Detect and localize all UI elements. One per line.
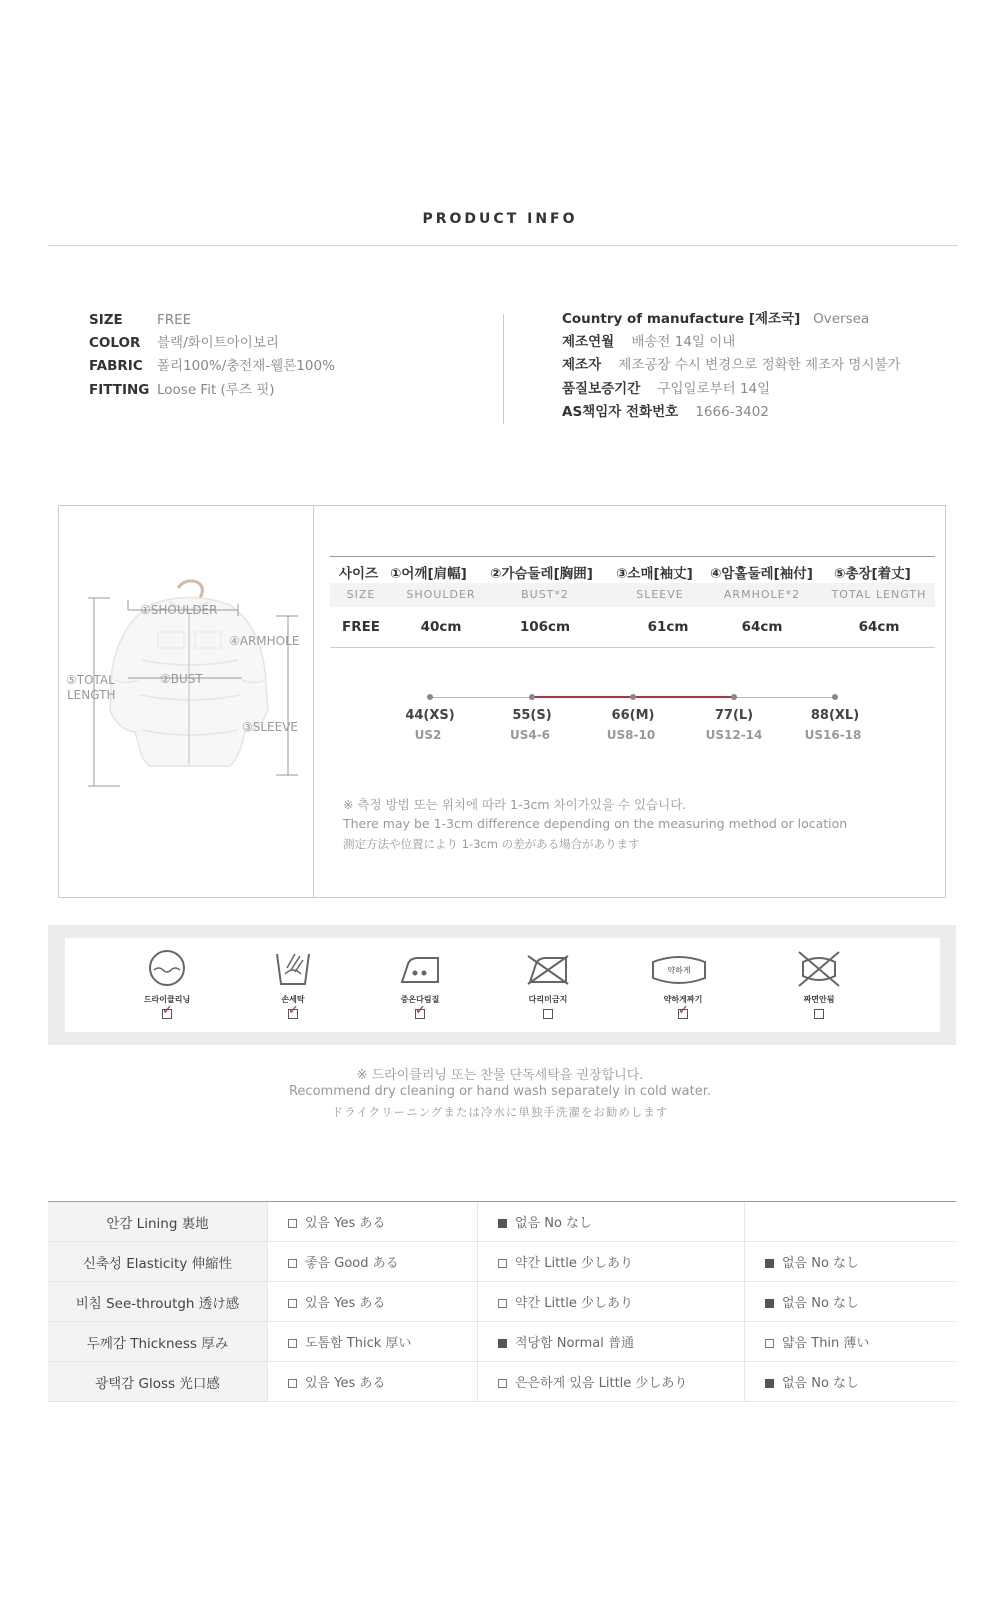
option-box-selected [765, 1379, 774, 1388]
option-box-selected [498, 1339, 507, 1348]
diagram-label-armhole: ④ARMHOLE [229, 634, 300, 648]
size-scale-us: US12-14 [705, 728, 763, 742]
length-header-en: TOTAL LENGTH [831, 588, 927, 601]
info-value: 블랙/화이트아이보리 [157, 335, 279, 351]
table-row [48, 1362, 956, 1402]
option-box [498, 1259, 507, 1268]
info-label: SIZE [89, 312, 123, 328]
care-label: 짜면안됨 [803, 995, 835, 1004]
option-box-selected [765, 1299, 774, 1308]
care-item-no-iron [508, 948, 588, 1019]
option-label: 좋음 Good ある [305, 1256, 399, 1271]
care-item-iron-medium [380, 948, 460, 1019]
option-box [288, 1299, 297, 1308]
info-fabric [89, 358, 335, 374]
measure-note-en: There may be 1-3cm difference depending on the measuring method or location [343, 816, 848, 831]
property-option [268, 1362, 478, 1402]
diagram-label-bust: ②BUST [160, 672, 203, 686]
length-header-ko: ⑤총장[着丈] [834, 566, 911, 582]
info-value: 제조공장 수시 변경으로 정확한 제조자 명시불가 [618, 357, 901, 373]
armhole-header-en: ARMHOLE*2 [723, 588, 801, 601]
option-label: 없음 No なし [515, 1216, 593, 1231]
care-checkbox [678, 1003, 689, 1019]
diagram-label-sleeve: ③SLEEVE [242, 720, 299, 734]
diagram-label-total-length-2: LENGTH [67, 688, 116, 702]
wring-icon-text: 약하게 [667, 966, 691, 975]
iron-medium-icon [398, 948, 442, 988]
size-box-divider [313, 505, 314, 898]
bust-header-en: BUST*2 [521, 588, 569, 601]
dry-clean-icon [145, 948, 189, 988]
option-label: 있음 Yes ある [305, 1296, 386, 1311]
size-scale-label: 88(XL) [810, 708, 860, 723]
care-label: 약하게짜기 [663, 995, 703, 1004]
sleeve-value: 61cm [647, 619, 689, 635]
info-divider [503, 314, 504, 424]
size-scale-us: US4-6 [509, 728, 551, 742]
info-size [89, 312, 191, 328]
diagram-label-total-length: ⑤TOTAL [66, 673, 115, 687]
option-box [288, 1339, 297, 1348]
property-option [268, 1282, 478, 1322]
wring-gently-icon [649, 948, 709, 988]
shoulder-header-ko: ①어깨[肩幅] [390, 566, 467, 582]
no-iron-icon [526, 948, 570, 988]
info-value: Oversea [813, 311, 870, 327]
option-label: 있음 Yes ある [305, 1216, 386, 1231]
info-warranty [562, 381, 770, 397]
property-label: 안감 Lining 裏地 [48, 1202, 268, 1242]
care-checkbox [543, 1009, 553, 1019]
care-label: 손세탁 [281, 995, 305, 1004]
care-checkbox [162, 1003, 173, 1019]
info-value: 폴리100%/충전재-웰론100% [157, 358, 335, 374]
shoulder-value: 40cm [420, 619, 462, 635]
property-label: 두께감 Thickness 厚み [48, 1322, 268, 1362]
size-scale-us: US16-18 [804, 728, 862, 742]
check-mark-icon: ✓ [678, 1003, 689, 1018]
fabric-property-table [48, 1201, 956, 1402]
property-option [745, 1282, 957, 1322]
care-checkbox [288, 1003, 299, 1019]
info-as-phone [562, 404, 769, 420]
length-value: 64cm [858, 619, 900, 635]
size-scale-dot [427, 694, 433, 700]
armhole-header-ko: ④암홀둘레[袖付] [710, 566, 813, 582]
info-value: 1666-3402 [695, 404, 769, 420]
table-row [48, 1242, 956, 1282]
info-manufacture-date [562, 334, 735, 350]
care-note-en: Recommend dry cleaning or hand wash separately in cold water. [288, 1084, 711, 1099]
table-row [48, 1202, 956, 1242]
property-option [478, 1242, 745, 1282]
option-box [498, 1299, 507, 1308]
info-country [562, 311, 869, 327]
property-option [745, 1242, 957, 1282]
info-value: 배송전 14일 이내 [631, 334, 736, 350]
option-label: 얇음 Thin 薄い [782, 1336, 870, 1351]
size-header-en: SIZE [346, 588, 376, 601]
info-value: FREE [157, 312, 192, 328]
option-box-selected [498, 1219, 507, 1228]
info-fitting [89, 382, 275, 398]
armhole-value: 64cm [741, 619, 783, 635]
care-item-wring-gently [643, 948, 723, 1019]
care-note-ko: ※ 드라이클리닝 또는 찬물 단독세탁을 권장합니다. [356, 1068, 644, 1083]
option-label: 없음 No なし [782, 1296, 860, 1311]
hand-wash-icon [271, 948, 315, 988]
care-checkbox [814, 1009, 824, 1019]
option-label: 도톰함 Thick 厚い [305, 1336, 412, 1351]
title-divider [48, 245, 958, 246]
property-label: 광택감 Gloss 光口感 [48, 1362, 268, 1402]
property-option [478, 1322, 745, 1362]
care-note-ja: ドライクリーニングまたは冷水に単独手洗濯をお勧めします [331, 1105, 669, 1119]
info-value: 구입일로부터 14일 [657, 381, 771, 397]
info-label: AS책임자 전화번호 [562, 404, 679, 420]
bust-header-ko: ②가슴둘레[胸囲] [490, 566, 593, 582]
size-scale-us: US8-10 [606, 728, 656, 742]
sleeve-header-en: SLEEVE [636, 588, 684, 601]
info-value: Loose Fit (루즈 핏) [157, 382, 275, 398]
care-label: 드라이클리닝 [143, 995, 191, 1004]
property-option-empty [745, 1202, 957, 1242]
diagram-label-shoulder: ①SHOULDER [140, 603, 218, 617]
info-manufacturer [562, 357, 901, 373]
info-label: Country of manufacture [제조국] [562, 311, 801, 327]
care-checkbox [415, 1003, 426, 1019]
sleeve-header-ko: ③소매[袖丈] [616, 566, 693, 582]
table-row [48, 1322, 956, 1362]
care-item-dry-clean [127, 948, 207, 1019]
size-scale-label: 44(XS) [405, 708, 455, 723]
property-label: 비침 See-throutgh 透け感 [48, 1282, 268, 1322]
size-scale-label: 77(L) [714, 708, 754, 723]
page-title: PRODUCT INFO [422, 211, 578, 227]
property-option [745, 1362, 957, 1402]
bust-value: 106cm [519, 619, 571, 635]
measure-note-ja: 測定方法や位置により 1-3cm の差がある場合があります [343, 837, 640, 851]
property-option [478, 1282, 745, 1322]
property-option [268, 1202, 478, 1242]
option-label: 없음 No なし [782, 1376, 860, 1391]
option-label: 적당함 Normal 普通 [515, 1336, 634, 1351]
no-tumble-dry-icon [797, 948, 841, 988]
info-label: 품질보증기간 [562, 381, 641, 397]
property-option [745, 1322, 957, 1362]
option-box [288, 1379, 297, 1388]
property-option [268, 1322, 478, 1362]
check-mark-icon: ✓ [288, 1003, 299, 1018]
check-mark-icon: ✓ [162, 1003, 173, 1018]
size-scale-us: US2 [414, 728, 442, 742]
property-option [268, 1242, 478, 1282]
care-item-no-tumble-dry [779, 948, 859, 1019]
property-option [478, 1362, 745, 1402]
table-row [48, 1282, 956, 1322]
size-header-ko: 사이즈 [339, 566, 379, 582]
size-scale-dot [832, 694, 838, 700]
option-box [288, 1259, 297, 1268]
option-label: 약간 Little 少しあり [515, 1256, 634, 1271]
info-label: COLOR [89, 335, 141, 351]
property-label: 신축성 Elasticity 伸縮性 [48, 1242, 268, 1282]
check-mark-icon: ✓ [415, 1003, 426, 1018]
size-scale-dot [731, 694, 737, 700]
care-item-hand-wash [253, 948, 333, 1019]
size-table-top-line [330, 556, 935, 557]
option-label: 있음 Yes ある [305, 1376, 386, 1391]
care-label: 다리미금지 [528, 995, 568, 1004]
care-label: 중온다림질 [400, 995, 440, 1004]
size-scale-label: 55(S) [512, 708, 552, 723]
property-option [478, 1202, 745, 1242]
option-box-selected [765, 1259, 774, 1268]
option-label: 없음 No なし [782, 1256, 860, 1271]
size-value: FREE [341, 619, 381, 635]
option-box [498, 1379, 507, 1388]
info-label: 제조연월 [562, 334, 615, 350]
size-table-bottom-line [330, 647, 935, 648]
size-scale-dot [529, 694, 535, 700]
option-box [288, 1219, 297, 1228]
info-label: FABRIC [89, 358, 143, 374]
info-label: FITTING [89, 382, 150, 398]
info-color [89, 335, 279, 351]
option-label: 은은하게 있음 Little 少しあり [515, 1376, 688, 1391]
info-label: 제조자 [562, 357, 602, 373]
size-scale-dot [630, 694, 636, 700]
option-box [765, 1339, 774, 1348]
shoulder-header-en: SHOULDER [406, 588, 476, 601]
measure-note-ko: ※ 측정 방법 또는 위치에 따라 1-3cm 차이가있을 수 있습니다. [343, 797, 687, 812]
size-scale-label: 66(M) [611, 708, 655, 723]
option-label: 약간 Little 少しあり [515, 1296, 634, 1311]
